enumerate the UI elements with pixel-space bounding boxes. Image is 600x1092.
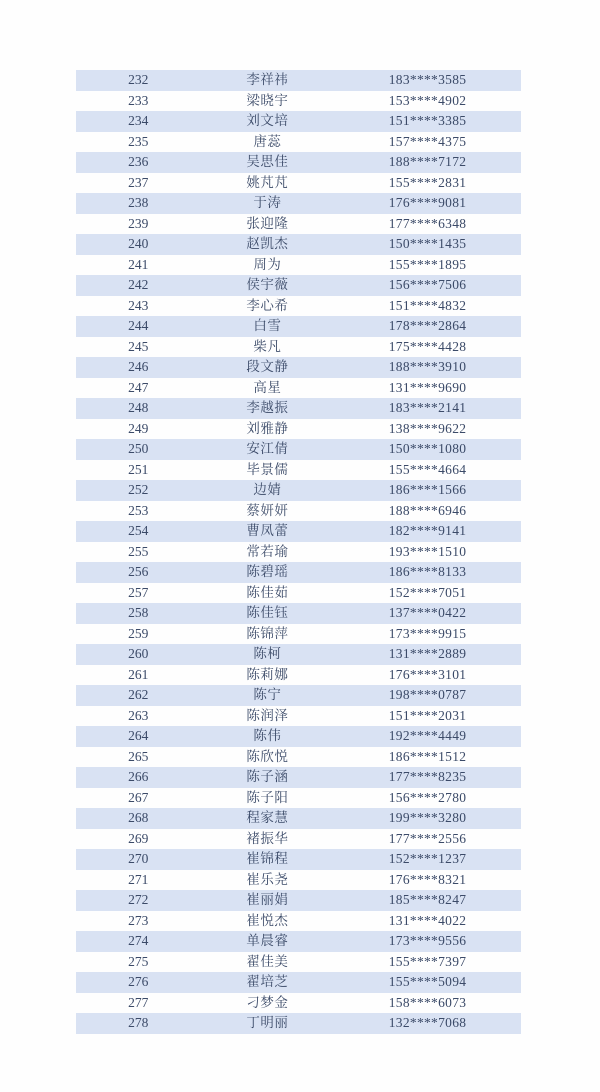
masked-phone: 198****0787 xyxy=(388,687,467,702)
table-row xyxy=(76,1013,521,1034)
table-row xyxy=(76,398,521,419)
table-row xyxy=(76,132,521,153)
person-name: 白雪 xyxy=(253,318,282,333)
masked-phone: 132****7068 xyxy=(388,1015,467,1030)
masked-phone: 155****5094 xyxy=(388,974,467,989)
person-name: 陈佳茹 xyxy=(246,584,289,600)
person-name: 崔乐尧 xyxy=(246,871,289,887)
person-name: 陈宁 xyxy=(253,687,282,702)
masked-phone: 155****1895 xyxy=(388,256,467,272)
person-name: 高星 xyxy=(253,379,282,395)
masked-phone: 156****2780 xyxy=(388,789,467,805)
masked-phone: 176****3101 xyxy=(388,666,467,682)
row-number: 236 xyxy=(128,154,149,169)
person-name: 崔锦程 xyxy=(246,851,289,866)
masked-phone: 175****4428 xyxy=(388,338,467,354)
table-row xyxy=(76,870,521,891)
person-name: 刘文培 xyxy=(246,113,289,128)
row-number: 242 xyxy=(128,277,149,292)
row-number: 248 xyxy=(128,400,149,415)
table-row xyxy=(76,952,521,973)
row-number: 247 xyxy=(128,379,149,395)
masked-phone: 188****7172 xyxy=(388,154,467,169)
masked-phone: 155****4664 xyxy=(388,461,467,477)
table-row xyxy=(76,931,521,952)
person-name: 李祥祎 xyxy=(246,72,289,87)
table-row xyxy=(76,419,521,440)
person-name: 翟培芝 xyxy=(246,974,289,989)
row-number: 241 xyxy=(128,256,149,272)
person-name: 褚振华 xyxy=(246,830,289,846)
row-number: 253 xyxy=(128,502,149,518)
row-number: 277 xyxy=(128,994,149,1010)
row-number: 255 xyxy=(128,543,149,559)
masked-phone: 186****8133 xyxy=(388,564,467,579)
row-number: 234 xyxy=(128,113,149,128)
masked-phone: 188****3910 xyxy=(388,359,467,374)
row-number: 245 xyxy=(128,338,149,354)
row-number: 266 xyxy=(128,769,149,784)
masked-phone: 176****8321 xyxy=(388,871,467,887)
row-number: 251 xyxy=(128,461,149,477)
person-name: 崔丽娟 xyxy=(246,892,289,907)
row-number: 275 xyxy=(128,953,149,969)
masked-phone: 186****1566 xyxy=(388,482,467,497)
person-name: 周为 xyxy=(253,256,282,272)
person-name: 毕景儒 xyxy=(246,461,289,477)
person-name: 陈锦萍 xyxy=(246,625,289,641)
masked-phone: 150****1080 xyxy=(388,441,467,456)
masked-phone: 183****3585 xyxy=(388,72,467,87)
person-name: 曹凤蕾 xyxy=(246,523,289,538)
row-number: 235 xyxy=(128,133,149,149)
person-name: 崔悦杰 xyxy=(246,912,289,928)
person-name: 刁梦金 xyxy=(246,994,289,1010)
row-number: 244 xyxy=(128,318,149,333)
table-row xyxy=(76,562,521,583)
masked-phone: 173****9556 xyxy=(388,933,467,948)
row-number: 269 xyxy=(128,830,149,846)
table-row xyxy=(76,890,521,911)
row-number: 267 xyxy=(128,789,149,805)
table-row xyxy=(76,173,521,194)
table-row xyxy=(76,111,521,132)
masked-phone: 151****3385 xyxy=(388,113,467,128)
table-row xyxy=(76,337,521,358)
masked-phone: 173****9915 xyxy=(388,625,467,641)
person-name: 陈伟 xyxy=(253,728,282,743)
table-row xyxy=(76,378,521,399)
masked-phone: 183****2141 xyxy=(388,400,467,415)
person-name: 姚芃芃 xyxy=(246,174,289,190)
table-row xyxy=(76,747,521,768)
person-name: 刘雅静 xyxy=(246,420,289,436)
person-name: 常若瑜 xyxy=(246,543,289,559)
table-row xyxy=(76,275,521,296)
row-number: 274 xyxy=(128,933,149,948)
person-name: 陈碧瑶 xyxy=(246,564,289,579)
masked-phone: 152****1237 xyxy=(388,851,467,866)
table-row xyxy=(76,460,521,481)
row-number: 262 xyxy=(128,687,149,702)
table-row xyxy=(76,665,521,686)
person-name: 侯宇薇 xyxy=(246,277,289,292)
row-number: 278 xyxy=(128,1015,149,1030)
row-number: 233 xyxy=(128,92,149,108)
table-row xyxy=(76,234,521,255)
person-name: 于涛 xyxy=(253,195,282,210)
table-row xyxy=(76,316,521,337)
masked-phone: 131****9690 xyxy=(388,379,467,395)
masked-phone: 158****6073 xyxy=(388,994,467,1010)
row-number: 239 xyxy=(128,215,149,231)
table-row xyxy=(76,706,521,727)
masked-phone: 178****2864 xyxy=(388,318,467,333)
row-number: 268 xyxy=(128,810,149,825)
roster-table xyxy=(76,70,521,1034)
masked-phone: 186****1512 xyxy=(388,748,467,764)
table-row xyxy=(76,685,521,706)
person-name: 陈佳钰 xyxy=(246,605,289,620)
masked-phone: 138****9622 xyxy=(388,420,467,436)
person-name: 蔡妍妍 xyxy=(246,502,289,518)
row-number: 272 xyxy=(128,892,149,907)
table-row xyxy=(76,808,521,829)
row-number: 240 xyxy=(128,236,149,251)
row-number: 261 xyxy=(128,666,149,682)
table-row xyxy=(76,767,521,788)
masked-phone: 177****8235 xyxy=(388,769,467,784)
masked-phone: 176****9081 xyxy=(388,195,467,210)
masked-phone: 137****0422 xyxy=(388,605,467,620)
masked-phone: 151****4832 xyxy=(388,297,467,313)
person-name: 丁明丽 xyxy=(246,1015,289,1030)
masked-phone: 150****1435 xyxy=(388,236,467,251)
person-name: 李心希 xyxy=(246,297,289,313)
person-name: 张迎隆 xyxy=(246,215,289,231)
masked-phone: 151****2031 xyxy=(388,707,467,723)
masked-phone: 131****2889 xyxy=(388,646,467,661)
table-row xyxy=(76,849,521,870)
table-row xyxy=(76,70,521,91)
table-row xyxy=(76,501,521,522)
row-number: 257 xyxy=(128,584,149,600)
person-name: 陈欣悦 xyxy=(246,748,289,764)
masked-phone: 156****7506 xyxy=(388,277,467,292)
row-number: 265 xyxy=(128,748,149,764)
table-row xyxy=(76,480,521,501)
person-name: 柴凡 xyxy=(253,338,282,354)
person-name: 陈子阳 xyxy=(246,789,289,805)
row-number: 246 xyxy=(128,359,149,374)
table-row xyxy=(76,214,521,235)
person-name: 陈子涵 xyxy=(246,769,289,784)
row-number: 258 xyxy=(128,605,149,620)
person-name: 吴思佳 xyxy=(246,154,289,169)
table-row xyxy=(76,624,521,645)
masked-phone: 157****4375 xyxy=(388,133,467,149)
person-name: 程家慧 xyxy=(246,810,289,825)
table-row xyxy=(76,726,521,747)
masked-phone: 152****7051 xyxy=(388,584,467,600)
person-name: 安江倩 xyxy=(246,441,289,456)
table-row xyxy=(76,193,521,214)
table-row xyxy=(76,255,521,276)
table-row xyxy=(76,521,521,542)
person-name: 唐蕊 xyxy=(253,133,282,149)
row-number: 250 xyxy=(128,441,149,456)
row-number: 273 xyxy=(128,912,149,928)
table-row xyxy=(76,829,521,850)
table-row xyxy=(76,972,521,993)
row-number: 264 xyxy=(128,728,149,743)
table-row xyxy=(76,788,521,809)
table-row xyxy=(76,439,521,460)
masked-phone: 131****4022 xyxy=(388,912,467,928)
table-row xyxy=(76,542,521,563)
person-name: 陈莉娜 xyxy=(246,666,289,682)
row-number: 249 xyxy=(128,420,149,436)
table-row xyxy=(76,993,521,1014)
masked-phone: 193****1510 xyxy=(388,543,467,559)
masked-phone: 155****2831 xyxy=(388,174,467,190)
person-name: 赵凯杰 xyxy=(246,236,289,251)
person-name: 李越振 xyxy=(246,400,289,415)
person-name: 陈柯 xyxy=(253,646,282,661)
row-number: 256 xyxy=(128,564,149,579)
table-row xyxy=(76,911,521,932)
masked-phone: 188****6946 xyxy=(388,502,467,518)
row-number: 271 xyxy=(128,871,149,887)
row-number: 243 xyxy=(128,297,149,313)
row-number: 260 xyxy=(128,646,149,661)
table-row xyxy=(76,357,521,378)
table-row xyxy=(76,152,521,173)
row-number: 232 xyxy=(128,72,149,87)
masked-phone: 192****4449 xyxy=(388,728,467,743)
masked-phone: 182****9141 xyxy=(388,523,467,538)
row-number: 259 xyxy=(128,625,149,641)
masked-phone: 199****3280 xyxy=(388,810,467,825)
masked-phone: 177****2556 xyxy=(388,830,467,846)
person-name: 边婧 xyxy=(253,482,282,497)
row-number: 276 xyxy=(128,974,149,989)
person-name: 翟佳美 xyxy=(246,953,289,969)
person-name: 单晨睿 xyxy=(246,933,289,948)
table-row xyxy=(76,91,521,112)
person-name: 梁晓宇 xyxy=(246,92,289,108)
row-number: 237 xyxy=(128,174,149,190)
row-number: 238 xyxy=(128,195,149,210)
table-row xyxy=(76,603,521,624)
masked-phone: 153****4902 xyxy=(388,92,467,108)
table-row xyxy=(76,644,521,665)
masked-phone: 185****8247 xyxy=(388,892,467,907)
row-number: 263 xyxy=(128,707,149,723)
masked-phone: 177****6348 xyxy=(388,215,467,231)
table-row xyxy=(76,296,521,317)
masked-phone: 155****7397 xyxy=(388,953,467,969)
row-number: 270 xyxy=(128,851,149,866)
person-name: 陈润泽 xyxy=(246,707,289,723)
row-number: 254 xyxy=(128,523,149,538)
row-number: 252 xyxy=(128,482,149,497)
person-name: 段文静 xyxy=(246,359,289,374)
table-row xyxy=(76,583,521,604)
